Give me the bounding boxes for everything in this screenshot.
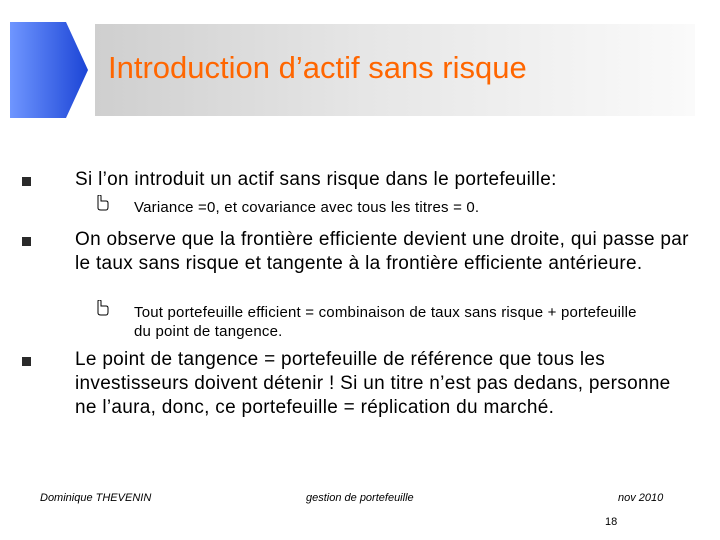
square-bullet-icon <box>22 357 31 366</box>
square-bullet-icon <box>22 237 31 246</box>
bullet-2-subtext: Tout portefeuille efficient = combinaison de taux sans risque + portefeuille du point de tangence. <box>134 304 637 340</box>
chevron-arrow-icon <box>10 22 88 118</box>
footer-date: nov 2010 <box>618 492 664 504</box>
page-number: 18 <box>605 516 618 528</box>
bullet-1-subtext: Variance =0, et covariance avec tous les titres = 0. <box>134 199 480 216</box>
bullet-1-text: Si l’on introduit un actif sans risque dans le portefeuille: <box>75 169 557 190</box>
slide-title: Introduction d’actif sans risque <box>108 50 527 85</box>
footer-subject: gestion de portefeuille <box>306 492 414 504</box>
pointing-hand-icon <box>96 195 110 211</box>
footer-author: Dominique THEVENIN <box>40 492 152 504</box>
pointing-hand-icon <box>96 300 110 316</box>
bullet-2-text: On observe que la frontière efficiente devient une droite, qui passe par le taux sans risque et tangente à la frontière efficiente antérieure. <box>75 229 689 274</box>
bullet-3-text: Le point de tangence = portefeuille de référence que tous les investisseurs doivent détenir ! Si un titre n’est pas dedans, personne ne l’aura, donc, ce portefeuille = réplication du marché. <box>75 349 671 418</box>
square-bullet-icon <box>22 177 31 186</box>
